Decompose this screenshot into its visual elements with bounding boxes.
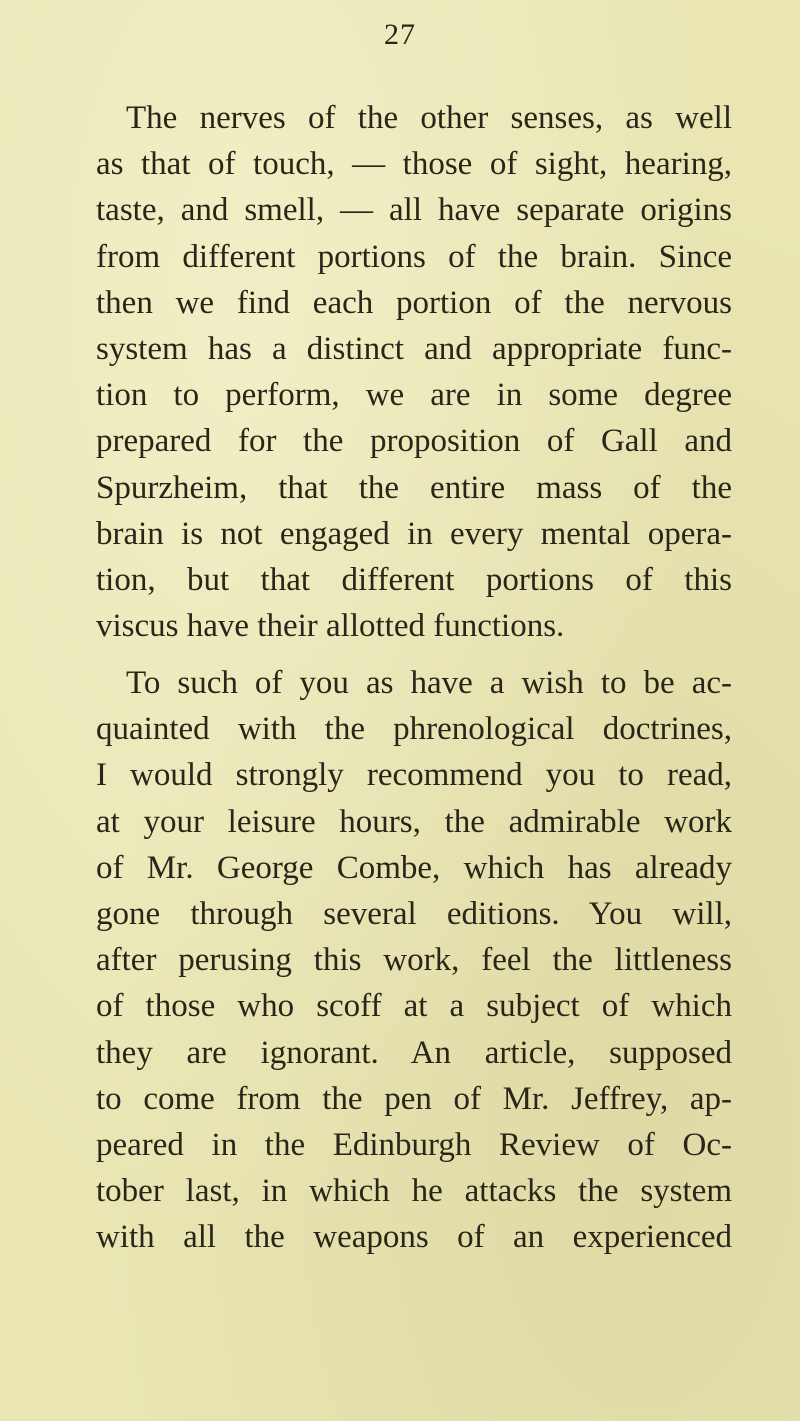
text-line: to come from the pen of Mr. Jeffrey, ap-: [96, 1080, 732, 1117]
text-line: they are ignorant. An article, supposed: [96, 1034, 732, 1071]
text-line: from different portions of the brain. Since: [96, 238, 732, 275]
paragraph-1: [96, 95, 732, 649]
paragraph-2: [96, 660, 732, 1260]
text-line: I would strongly recommend you to read,: [96, 757, 732, 794]
text-line: at your leisure hours, the admirable work: [96, 803, 732, 840]
text-line: with all the weapons of an experienced: [96, 1219, 732, 1256]
text-line: brain is not engaged in every mental opera-: [96, 515, 732, 552]
text-line: taste, and smell, — all have separate origins: [96, 192, 732, 229]
text-line: peared in the Edinburgh Review of Oc-: [96, 1126, 732, 1163]
text-line: of those who scoff at a subject of which: [96, 988, 732, 1025]
text-line: as that of touch, — those of sight, hearing,: [96, 146, 732, 183]
text-line: tion to perform, we are in some degree: [96, 377, 732, 414]
text-line: tion, but that different portions of this: [96, 561, 732, 598]
text-line: of Mr. George Combe, which has already: [96, 849, 732, 886]
text-line: The nerves of the other senses, as well: [126, 100, 732, 136]
text-line: prepared for the proposition of Gall and: [96, 423, 732, 460]
text-line: tober last, in which he attacks the system: [96, 1173, 732, 1210]
text-line: quainted with the phrenological doctrines,: [96, 711, 732, 748]
text-line: after perusing this work, feel the littleness: [96, 942, 732, 979]
text-line: To such of you as have a wish to be ac-: [126, 665, 732, 701]
text-line: viscus have their allotted functions.: [96, 608, 565, 645]
text-line: Spurzheim, that the entire mass of the: [96, 469, 732, 506]
page-number: 27: [384, 18, 416, 51]
text-line: then we find each portion of the nervous: [96, 284, 732, 321]
text-line: gone through several editions. You will,: [96, 895, 732, 932]
text-line: system has a distinct and appropriate func-: [96, 330, 732, 367]
